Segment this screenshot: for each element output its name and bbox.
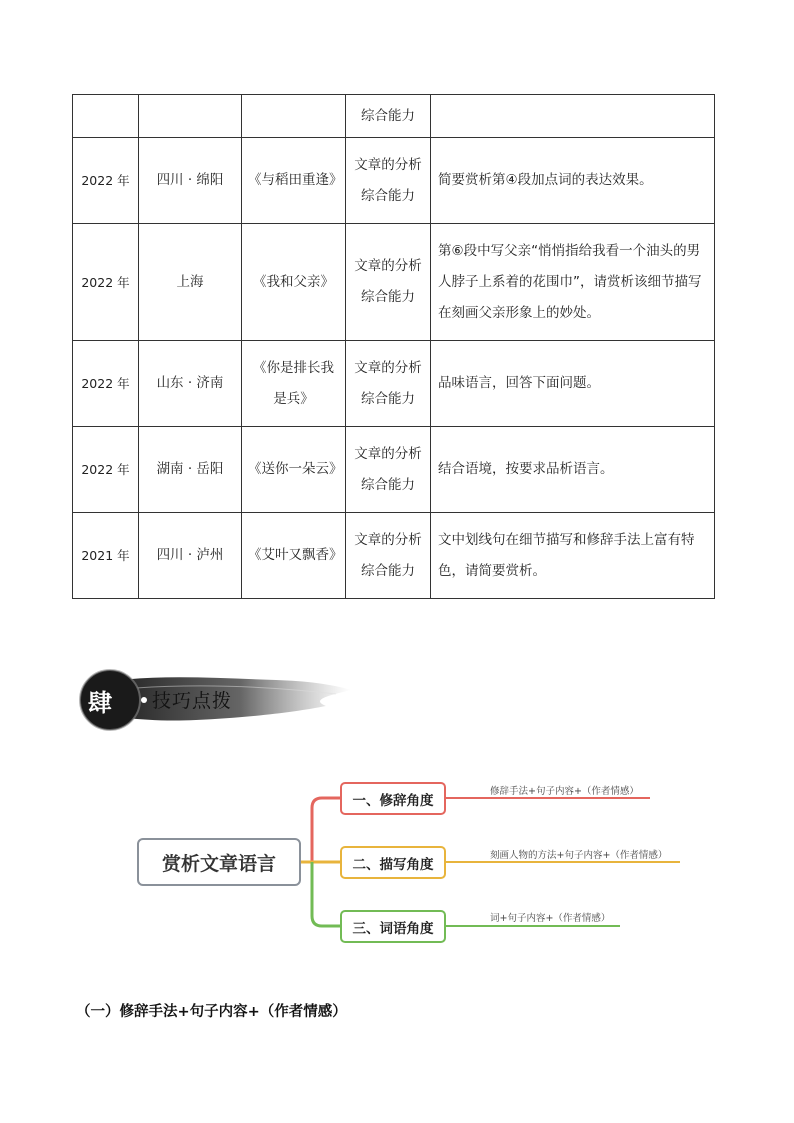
question-cell: 品味语言，回答下面问题。 — [431, 341, 715, 427]
year-cell — [73, 95, 139, 138]
place-cell — [139, 95, 242, 138]
question-cell — [431, 95, 715, 138]
branch-wording: 三、词语角度 — [340, 910, 446, 943]
title-cell — [242, 95, 346, 138]
question-cell: 文中划线句在细节描写和修辞手法上富有特色，请简要赏析。 — [431, 513, 715, 599]
table-row — [73, 427, 715, 513]
connector-branch-1 — [301, 798, 340, 862]
type-cell: 文章的分析综合能力 — [346, 138, 431, 224]
table-row — [73, 95, 715, 138]
connector-branch-3 — [312, 862, 340, 926]
title-cell: 《与稻田重逢》 — [242, 138, 346, 224]
branch-rhetoric-detail: 修辞手法+句子内容+（作者情感） — [490, 786, 639, 797]
year-cell: 2021 年 — [73, 513, 139, 599]
section-banner-title: 技巧点拨 — [152, 690, 233, 712]
type-cell: 文章的分析综合能力 — [346, 224, 431, 341]
banner-number-glyph: 肆 — [88, 688, 112, 717]
type-cell: 文章的分析综合能力 — [346, 341, 431, 427]
question-cell: 简要赏析第④段加点词的表达效果。 — [431, 138, 715, 224]
branch-description-detail: 刻画人物的方法+句子内容+（作者情感） — [490, 850, 668, 861]
table-row — [73, 341, 715, 427]
mindmap-root-node: 赏析文章语言 — [137, 838, 301, 886]
place-cell: 四川 · 泸州 — [139, 513, 242, 599]
title-cell: 《我和父亲》 — [242, 224, 346, 341]
exam-table — [72, 94, 715, 599]
year-cell: 2022 年 — [73, 341, 139, 427]
place-cell: 四川 · 绵阳 — [139, 138, 242, 224]
place-cell: 上海 — [139, 224, 242, 341]
title-cell: 《送你一朵云》 — [242, 427, 346, 513]
question-cell: 结合语境，按要求品析语言。 — [431, 427, 715, 513]
section-heading: （一）修辞手法+句子内容+（作者情感） — [76, 1004, 347, 1020]
branch-rhetoric: 一、修辞角度 — [340, 782, 446, 815]
branch-wording-detail: 词+句子内容+（作者情感） — [490, 913, 611, 924]
branch-description: 二、描写角度 — [340, 846, 446, 879]
year-cell: 2022 年 — [73, 224, 139, 341]
place-cell: 湖南 · 岳阳 — [139, 427, 242, 513]
question-cell: 第⑥段中写父亲“悄悄指给我看一个油头的男人脖子上系着的花围巾”，请赏析该细节描写在刻画父亲形象上的妙处。 — [431, 224, 715, 341]
year-cell: 2022 年 — [73, 427, 139, 513]
title-cell: 《艾叶又飘香》 — [242, 513, 346, 599]
table-row — [73, 224, 715, 341]
type-cell: 文章的分析综合能力 — [346, 513, 431, 599]
title-cell: 《你是排长我是兵》 — [242, 341, 346, 427]
type-cell: 文章的分析综合能力 — [346, 427, 431, 513]
year-cell: 2022 年 — [73, 138, 139, 224]
table-row — [73, 138, 715, 224]
table-row — [73, 513, 715, 599]
place-cell: 山东 · 济南 — [139, 341, 242, 427]
type-cell: 综合能力 — [346, 95, 431, 138]
